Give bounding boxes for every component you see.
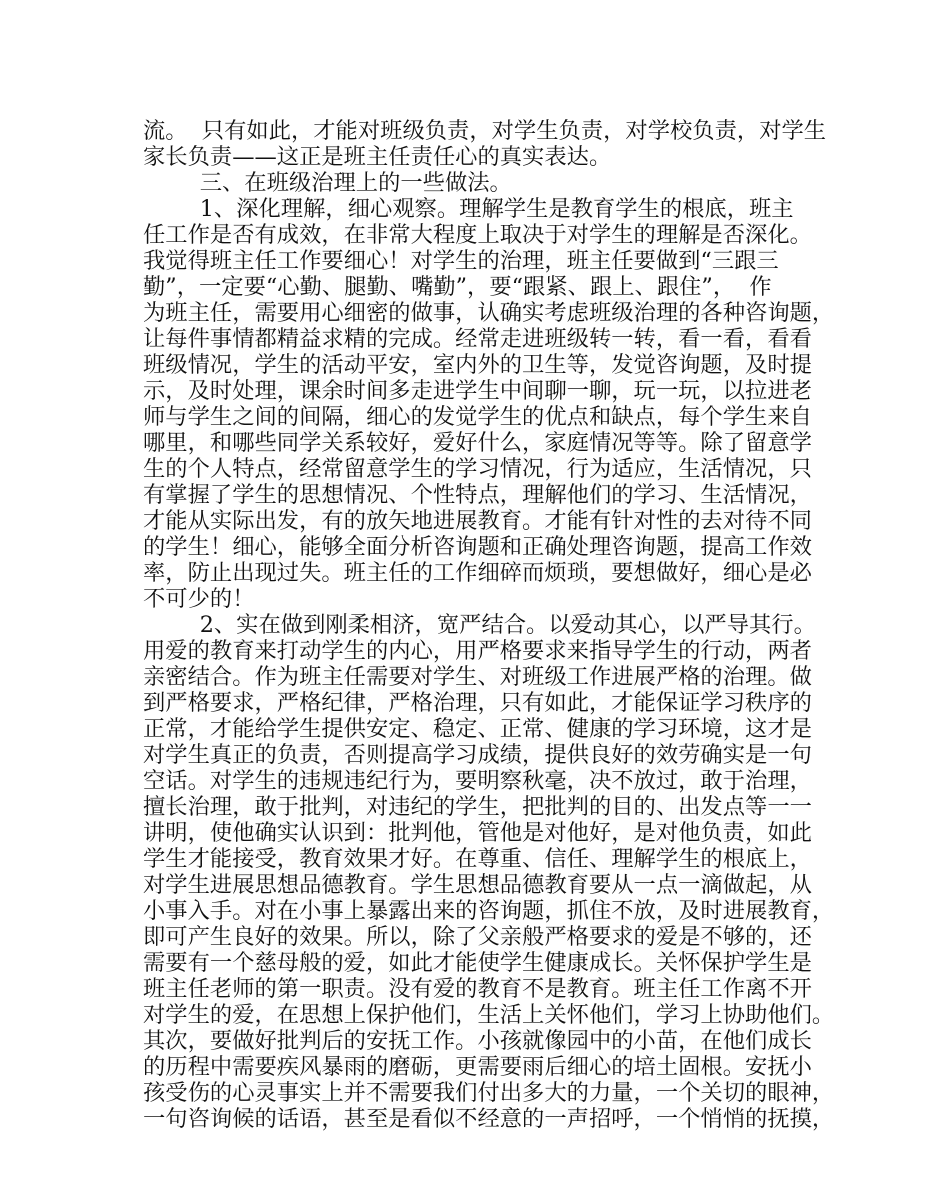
text-line: 不可少的！ — [143, 586, 255, 612]
text-line: 为班主任，需要用心细密的做事，认确实考虑班级治理的各种咨询题， — [143, 300, 835, 326]
text-line: 对学生真正的负责，否则提高学习成绩，提供良好的效劳确实是一句 — [143, 742, 812, 768]
text-line: 率，防止出现过失。班主任的工作细碎而烦琐，要想做好，细心是必 — [143, 560, 812, 586]
text-line: 班级情况，学生的活动平安，室内外的卫生等，发觉咨询题，及时提 — [143, 352, 812, 378]
section-heading: 三、在班级治理上的一些做法。 — [143, 170, 512, 196]
text-line: 孩受伤的心灵事实上并不需要我们付出多大的力量，一个关切的眼神， — [143, 1080, 835, 1106]
text-line: 亲密结合。作为班主任需要对学生、对班级工作进展严格的治理。做 — [143, 664, 812, 690]
text-line: 班主任老师的第一职责。没有爱的教育不是教育。班主任工作离不开 — [143, 976, 812, 1002]
text-line: 哪里，和哪些同学关系较好，爱好什么，家庭情况等等。除了留意学 — [143, 430, 812, 456]
text-line: 一句咨询候的话语，甚至是看似不经意的一声招呼，一个悄悄的抚摸， — [143, 1106, 835, 1132]
text-line: 空话。对学生的违规违纪行为，要明察秋毫，决不放过，敢于治理， — [143, 768, 812, 794]
text-line: 让每件事情都精益求精的完成。经常走进班级转一转，看一看，看看 — [143, 326, 812, 352]
body-text — [143, 118, 835, 1132]
text-line: 我觉得班主任工作要细心！对学生的治理，班主任要做到“三跟三 — [143, 248, 779, 274]
paragraph-start: 1、深化理解，细心观察。理解学生是教育学生的根底，班主 — [143, 196, 794, 222]
paragraph-start: 2、实在做到刚柔相济，宽严结合。以爱动其心，以严导其行。 — [143, 612, 816, 638]
text-line: 小事入手。对在小事上暴露出来的咨询题，抓住不放，及时进展教育， — [143, 898, 835, 924]
text-line: 需要有一个慈母般的爱，如此才能使学生健康成长。关怀保护学生是 — [143, 950, 812, 976]
text-line: 生的个人特点，经常留意学生的学习情况，行为适应，生活情况，只 — [143, 456, 812, 482]
text-line: 勤”，一定要“心勤、腿勤、嘴勤”，要“跟紧、跟上、跟住”， 作 — [143, 274, 772, 300]
text-line: 即可产生良好的效果。所以，除了父亲般严格要求的爱是不够的，还 — [143, 924, 812, 950]
text-line: 的学生！细心，能够全面分析咨询题和正确处理咨询题，提高工作效 — [143, 534, 812, 560]
text-line: 正常，才能给学生提供安定、稳定、正常、健康的学习环境，这才是 — [143, 716, 812, 742]
text-line: 擅长治理，敢于批判，对违纪的学生，把批判的目的、出发点等一一 — [143, 794, 812, 820]
text-line: 对学生进展思想品德教育。学生思想品德教育要从一点一滴做起，从 — [143, 872, 812, 898]
text-line: 家长负责——这正是班主任责任心的真实表达。 — [143, 144, 612, 170]
text-line: 才能从实际出发，有的放矢地进展教育。才能有针对性的去对待不同 — [143, 508, 812, 534]
text-line: 讲明，使他确实认识到：批判他，管他是对他好，是对他负责，如此 — [143, 820, 812, 846]
text-line: 师与学生之间的间隔，细心的发觉学生的优点和缺点，每个学生来自 — [143, 404, 812, 430]
text-line: 学生才能接受，教育效果才好。在尊重、信任、理解学生的根底上， — [143, 846, 812, 872]
text-line: 对学生的爱，在思想上保护他们，生活上关怀他们，学习上协助他们。 — [143, 1002, 835, 1028]
text-line: 的历程中需要疾风暴雨的磨砺，更需要雨后细心的培土固根。安抚小 — [143, 1054, 812, 1080]
text-line: 示，及时处理，课余时间多走进学生中间聊一聊，玩一玩，以拉进老 — [143, 378, 812, 404]
text-line: 有掌握了学生的思想情况、个性特点，理解他们的学习、生活情况， — [143, 482, 812, 508]
text-line: 流。 只有如此，才能对班级负责，对学生负责，对学校负责，对学生 — [143, 118, 827, 144]
text-line: 任工作是否有成效，在非常大程度上取决于对学生的理解是否深化。 — [143, 222, 812, 248]
text-line: 其次，要做好批判后的安抚工作。小孩就像园中的小苗，在他们成长 — [143, 1028, 812, 1054]
text-line: 用爱的教育来打动学生的内心，用严格要求来指导学生的行动，两者 — [143, 638, 812, 664]
text-line: 到严格要求，严格纪律，严格治理，只有如此，才能保证学习秩序的 — [143, 690, 812, 716]
